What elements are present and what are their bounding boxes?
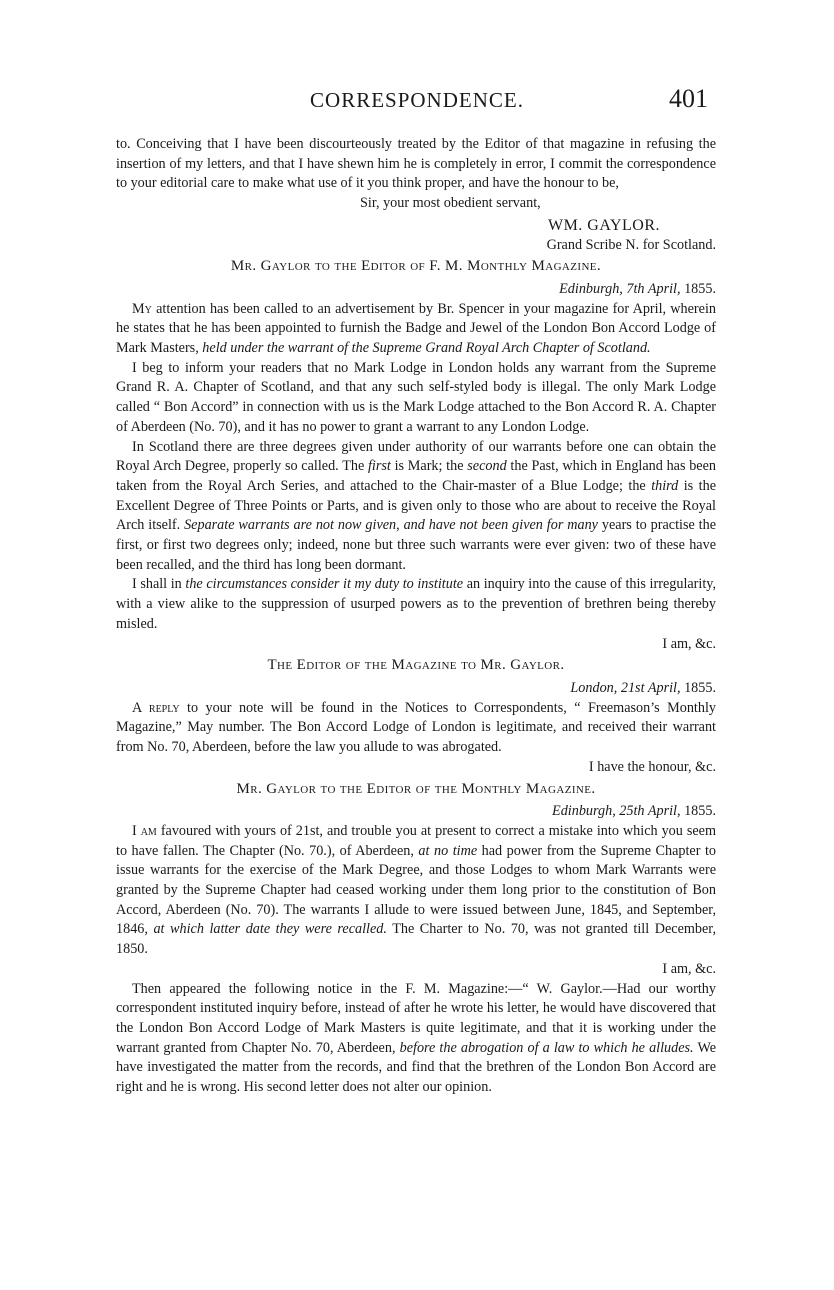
- letter1-lead: My: [132, 300, 152, 317]
- letter1-dateline-place: Edinburgh, 7th April,: [559, 280, 681, 297]
- intro-closing: Sir, your most obedient servant,: [360, 195, 541, 212]
- letter2-dateline-place: London, 21st April,: [570, 679, 681, 696]
- letter1-p1-text: attention has been called to an advertisement by Br. Spencer in your magazine for April, wherein he states that he has been appointed to furnish the Badge and Jewel of the London Bon Accord Lodge of Mark Masters,: [116, 300, 716, 357]
- letter1-p3-text-d: is the Excellent Degree of Three Points or Parts, and is given only to those who are about to receive the Royal Arch itself.: [116, 477, 717, 534]
- letter2-p1-text: to your note will be found in the Notices to Correspondents, “ Freemason’s Monthly Magazine,” May number. The Bon Accord Lodge of London is legitimate, and received their warrant from No. 70, Aberdeen, before the law you allude to was abrogated.: [116, 699, 716, 756]
- letter1-paragraph-1: [116, 300, 716, 359]
- letter1-dateline-year: 1855.: [680, 280, 716, 297]
- letter3-p1-text-b: had power from the Supreme Chapter to issue warrants for the exercise of the Mark Degree, and those Lodges to whom Mark Warrants were granted by the Supreme Chapter had ceased working under them long prior to the constitution of Bon Accord, Aberdeen (No. 70). The warrants I allude to were issued between June, 1845, and September, 1846,: [116, 842, 717, 938]
- notice-text-a: Then appeared the following notice in the F. M. Magazine:—“ W. Gaylor.—Had our worthy correspondent instituted inquiry before, instead of after he wrote his letter, he would have discovered that the London Bon Accord Lodge of Mark Masters is quite legitimate, and that it is working under the warrant granted from Chapter No. 70, Aberdeen,: [116, 980, 716, 1056]
- letter1-p3-first: first: [367, 458, 391, 475]
- letter2-lead: A reply: [132, 699, 180, 716]
- letter1-p4-emphasis: the circumstances consider it my duty to institute: [185, 576, 464, 593]
- letter1-paragraph-4: [116, 575, 716, 634]
- signature-name: WM. GAYLOR.: [547, 216, 660, 234]
- letter3-heading: Mr. Gaylor to the Editor of the Monthly Magazine.: [236, 780, 596, 797]
- letter3-p1-text-a: favoured with yours of 21st, and trouble you at present to correct a mistake into which you seem to have fallen. The Chapter (No. 70.), of Aberdeen,: [116, 822, 716, 859]
- letter1-p3-text-a: In Scotland there are three degrees given under authority of our warrants before one can obtain the Royal Arch Degree, properly so called. The: [116, 438, 716, 475]
- page-body: [116, 135, 716, 1098]
- letter3-dateline-place: Edinburgh, 25th April,: [552, 803, 681, 820]
- letter1-closing: I am, &c.: [662, 635, 716, 652]
- letter1-paragraph-2: I beg to inform your readers that no Mark Lodge in London holds any warrant from the Supreme Grand R. A. Chapter of Scotland, and that any such self-styled body is illegal. The only Mark Lodge called “ Bon Accord” in connection with us is the Mark Lodge attached to the Bon Accord R. A. Chapter of Aberdeen (No. 70), and it has no power to grant a warrant to any London Lodge.: [116, 359, 716, 435]
- letter1-p3-text-e: years to practise the first, or first two degrees only; indeed, none but three such warrants were ever given: two of these have been recalled, and the third has long been dormant.: [116, 517, 716, 573]
- signature-title: Grand Scribe N. for Scotland.: [546, 236, 716, 253]
- letter2-paragraph-1: [116, 699, 716, 758]
- letter2-heading: The Editor of the Magazine to Mr. Gaylor.: [267, 657, 565, 674]
- notice-emphasis: before the abrogation of a law to which he alludes.: [399, 1039, 694, 1056]
- intro-paragraph: to. Conceiving that I have been discourteously treated by the Editor of that magazine in refusing the insertion of my letters, and that I have shewn him he is completely in error, I commit the correspondence to your editorial care to make what use of it you think proper, and have the honour to be,: [116, 136, 716, 192]
- page-number: 401: [669, 84, 708, 113]
- letter3-dateline-year: 1855.: [680, 803, 716, 820]
- letter1-dateline: [116, 280, 716, 300]
- notice-paragraph: [116, 980, 716, 1098]
- letter3-dateline: [116, 802, 716, 822]
- letter1-p4-text-a: I shall in: [132, 576, 186, 593]
- letter1-p3-text-b: is Mark; the: [390, 458, 468, 475]
- letter1-p4-text-b: an inquiry into the cause of this irregularity, with a view alike to the suppression of usurped powers as to the prevention of brethren being thereby misled.: [116, 576, 717, 632]
- notice-text-b: We have investigated the matter from the records, and find that the brethren of the London Bon Accord are right and he is wrong. His second letter does not alter our opinion.: [116, 1039, 716, 1096]
- letter2-closing: I have the honour, &c.: [588, 758, 716, 775]
- running-title: CORRESPONDENCE.: [310, 88, 524, 112]
- letter1-p3-second: second: [467, 458, 507, 475]
- letter3-p1-text-c: The Charter to No. 70, was not granted till December, 1850.: [116, 921, 716, 958]
- letter3-p1-emphasis-2: at which latter date they were recalled.: [153, 921, 387, 938]
- letter1-p1-emphasis: held under the warrant of the Supreme Grand Royal Arch Chapter of Scotland.: [202, 340, 651, 357]
- letter3-lead: I am: [132, 822, 157, 839]
- letter3-paragraph-1: [116, 822, 716, 960]
- letter1-heading: Mr. Gaylor to the Editor of F. M. Monthly Magazine.: [230, 258, 602, 275]
- letter1-p3-third: third: [651, 477, 679, 494]
- letter1-p3-emphasis: Separate warrants are not now given, and have not been given for many: [184, 517, 598, 534]
- letter1-paragraph-3: [116, 438, 716, 576]
- letter3-closing: I am, &c.: [662, 960, 716, 977]
- letter1-p3-text-c: the Past, which in England has been taken from the Royal Arch Series, and attached to the Chair-master of a Blue Lodge; the: [116, 458, 716, 494]
- letter3-p1-emphasis-1: at no time: [418, 842, 478, 859]
- letter2-dateline: [116, 679, 716, 699]
- letter2-dateline-year: 1855.: [680, 679, 716, 696]
